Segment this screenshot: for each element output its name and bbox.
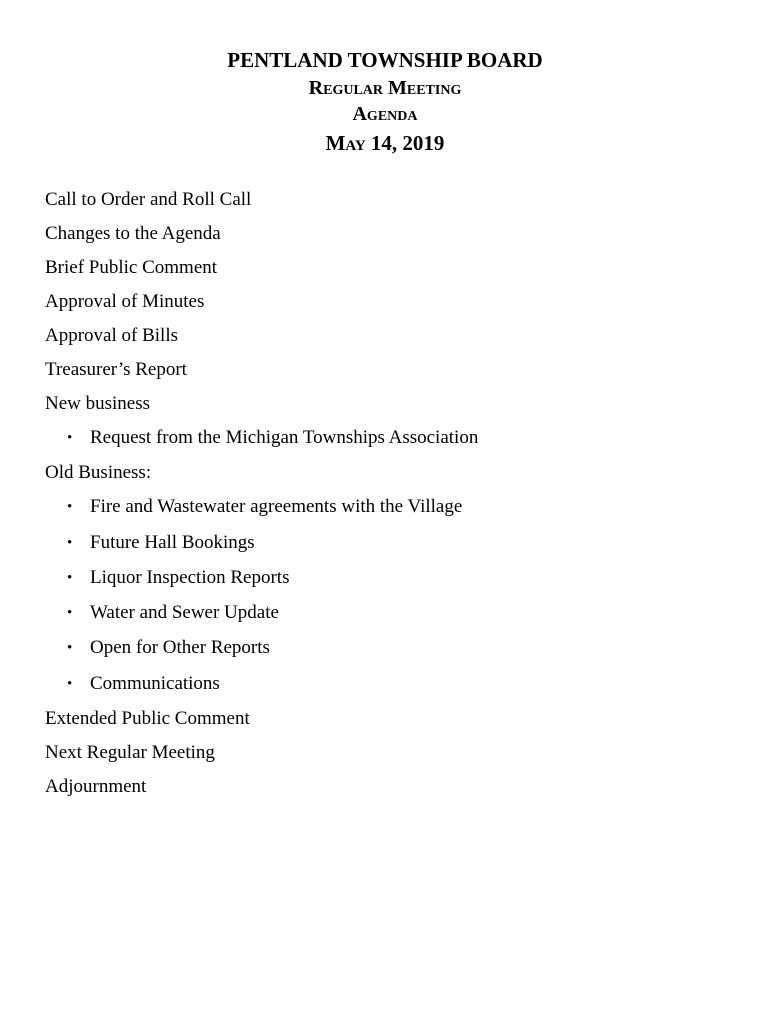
- old-business-item: Fire and Wastewater agreements with the Village: [90, 496, 463, 518]
- bullet-icon: [67, 599, 90, 627]
- bullet-icon: [67, 670, 90, 698]
- old-business-item: Open for Other Reports: [90, 637, 270, 659]
- list-item: [45, 599, 745, 634]
- agenda-item-changes: Changes to the Agenda: [45, 223, 221, 244]
- agenda-list: [45, 186, 745, 807]
- agenda-item-next-meeting: Next Regular Meeting: [45, 742, 215, 764]
- agenda-item-minutes: Approval of Minutes: [45, 291, 205, 312]
- bullet-icon: [67, 493, 90, 521]
- agenda-item-old-business: Old Business:: [45, 462, 152, 484]
- meeting-type: Regular Meeting: [308, 77, 462, 99]
- agenda-item-bills: Approval of Bills: [45, 325, 178, 346]
- bullet-icon: [67, 529, 90, 557]
- agenda-item-call-to-order: Call to Order and Roll Call: [45, 189, 252, 210]
- meeting-date: May 14, 2019: [325, 131, 445, 155]
- list-item: [45, 493, 745, 528]
- list-item: [45, 670, 745, 705]
- agenda-item-treasurer-report: Treasurer’s Report: [45, 359, 187, 380]
- bullet-icon: [67, 424, 90, 452]
- old-business-item: Communications: [90, 672, 220, 694]
- list-item: [45, 564, 745, 599]
- agenda-item-extended-public-comment: Extended Public Comment: [45, 708, 250, 730]
- agenda-item-new-business: New business: [45, 393, 151, 414]
- old-business-item: Future Hall Bookings: [90, 531, 255, 553]
- old-business-item: Water and Sewer Update: [90, 602, 279, 624]
- bullet-icon: [67, 564, 90, 592]
- agenda-item-brief-public-comment: Brief Public Comment: [45, 257, 218, 278]
- list-item: [45, 634, 745, 669]
- document-type: Agenda: [352, 103, 418, 125]
- bullet-icon: [67, 634, 90, 662]
- new-business-item: Request from the Michigan Townships Association: [90, 427, 479, 448]
- board-title: PENTLAND TOWNSHIP BOARD: [227, 48, 543, 72]
- document-header: [0, 46, 770, 158]
- agenda-item-adjournment: Adjournment: [45, 776, 147, 798]
- list-item: [45, 529, 745, 564]
- list-item: [45, 424, 745, 459]
- old-business-item: Liquor Inspection Reports: [90, 566, 290, 588]
